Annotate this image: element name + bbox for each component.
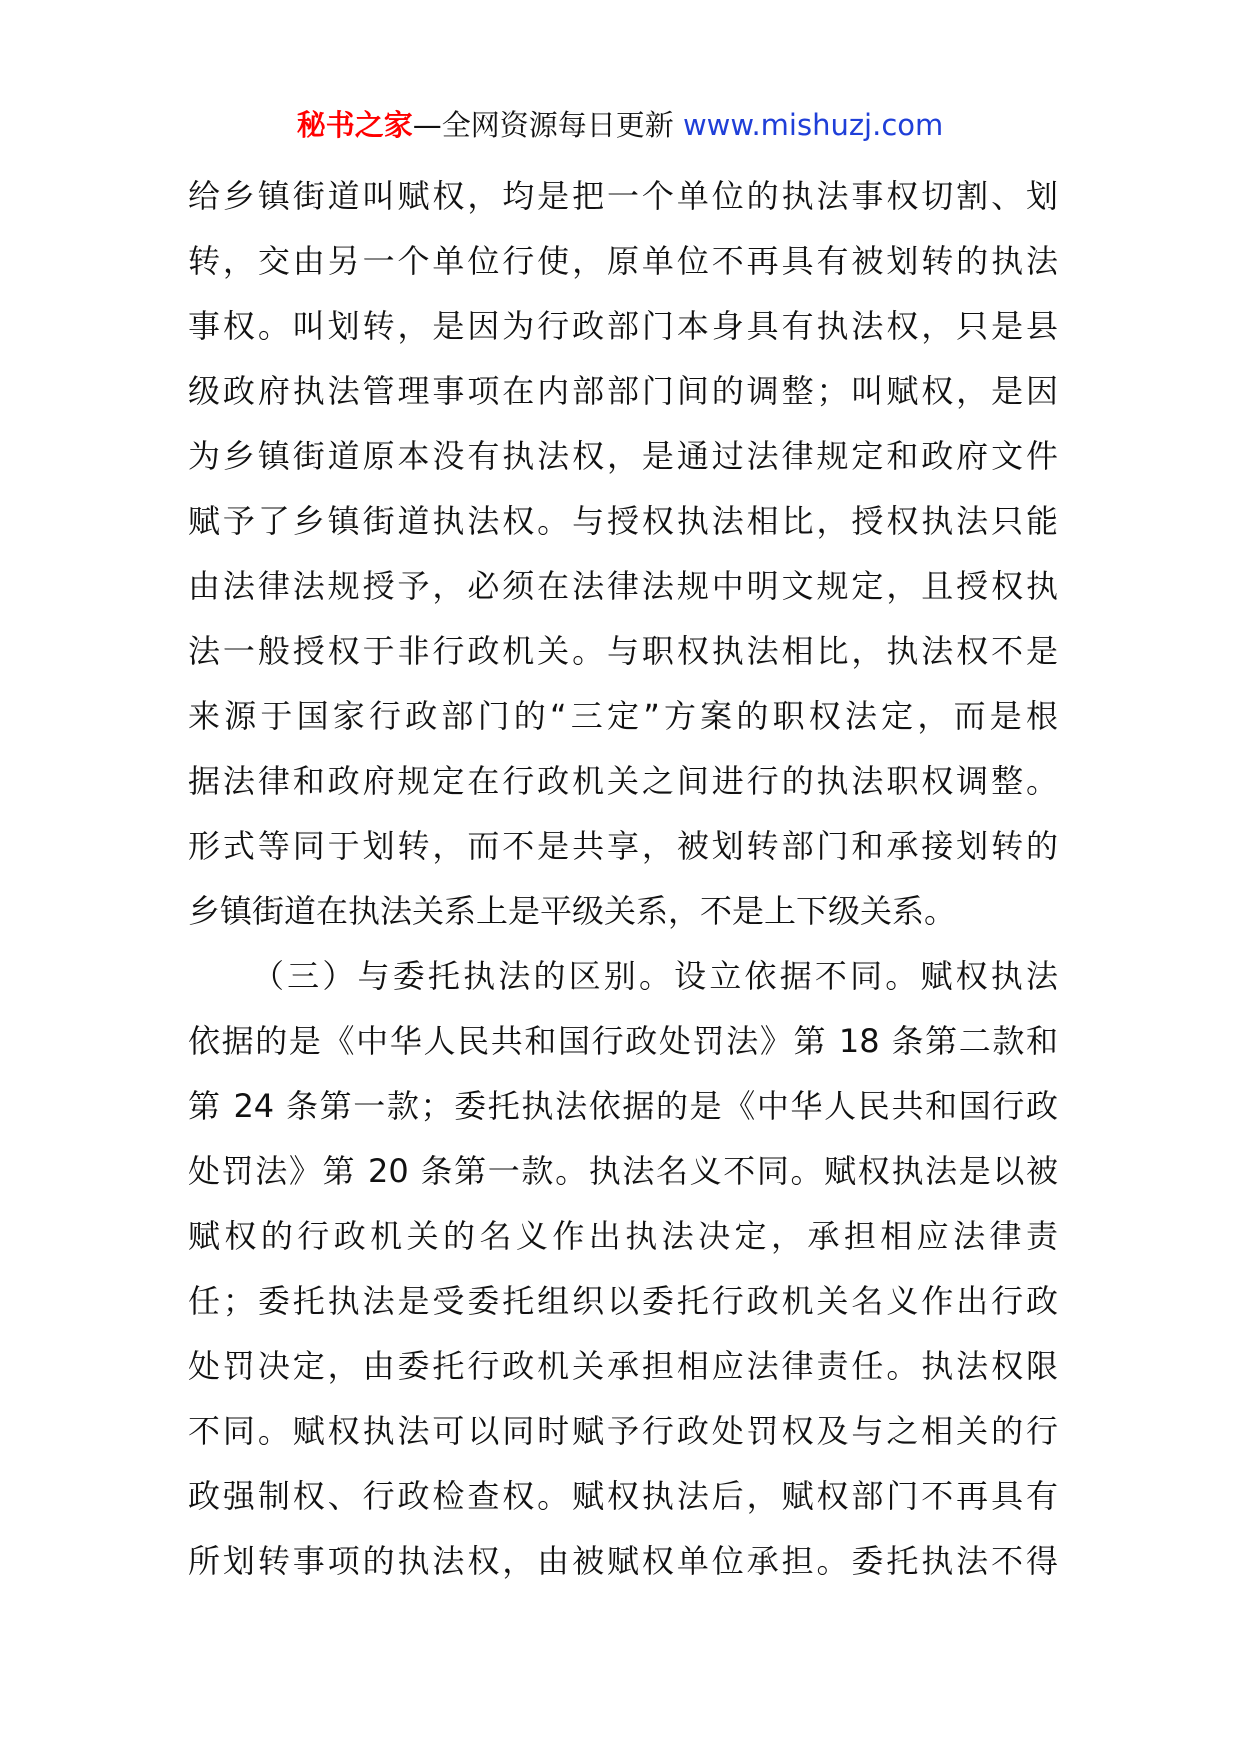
text-line: 由法律法规授予，必须在法律法规中明文规定，且授权执 (188, 567, 1058, 605)
text-line: 处罚法》第 20 条第一款。执法名义不同。赋权执法是以被 (188, 1152, 1058, 1190)
text-line: 第 24 条第一款；委托执法依据的是《中华人民共和国行政 (188, 1087, 1058, 1125)
text-line: 来源于国家行政部门的“三定”方案的职权法定，而是根 (188, 697, 1058, 735)
document-body (188, 164, 1058, 1594)
text-line: 转，交由另一个单位行使，原单位不再具有被划转的执法 (188, 242, 1058, 280)
text-line: 形式等同于划转，而不是共享，被划转部门和承接划转的 (188, 827, 1058, 865)
text-line: 依据的是《中华人民共和国行政处罚法》第 18 条第二款和 (188, 1022, 1058, 1060)
site-url-link[interactable]: www.mishuzj.com (682, 108, 944, 142)
text-line: 给乡镇街道叫赋权，均是把一个单位的执法事权切割、划 (188, 177, 1058, 215)
site-brand: 秘书之家 (296, 108, 413, 142)
page-header (0, 100, 1240, 150)
site-tagline: —全网资源每日更新 (412, 108, 674, 142)
text-line: 处罚决定，由委托行政机关承担相应法律责任。执法权限 (188, 1347, 1058, 1385)
text-line: 任；委托执法是受委托组织以委托行政机关名义作出行政 (188, 1282, 1058, 1320)
section-heading-line: （三）与委托执法的区别。设立依据不同。赋权执法 (252, 957, 1058, 995)
text-line: 级政府执法管理事项在内部部门间的调整；叫赋权，是因 (188, 372, 1058, 410)
text-line: 政强制权、行政检查权。赋权执法后，赋权部门不再具有 (188, 1477, 1058, 1515)
text-line: 事权。叫划转，是因为行政部门本身具有执法权，只是县 (188, 307, 1058, 345)
text-line: 据法律和政府规定在行政机关之间进行的执法职权调整。 (188, 762, 1058, 800)
text-line: 赋权的行政机关的名义作出执法决定，承担相应法律责 (188, 1217, 1058, 1255)
text-line: 法一般授权于非行政机关。与职权执法相比，执法权不是 (188, 632, 1058, 670)
paragraph-last-line: 乡镇街道在执法关系上是平级关系，不是上下级关系。 (188, 892, 957, 930)
text-line: 不同。赋权执法可以同时赋予行政处罚权及与之相关的行 (188, 1412, 1058, 1450)
text-line: 所划转事项的执法权，由被赋权单位承担。委托执法不得 (188, 1542, 1058, 1580)
text-line: 赋予了乡镇街道执法权。与授权执法相比，授权执法只能 (188, 502, 1058, 540)
text-line: 为乡镇街道原本没有执法权，是通过法律规定和政府文件 (188, 437, 1058, 475)
